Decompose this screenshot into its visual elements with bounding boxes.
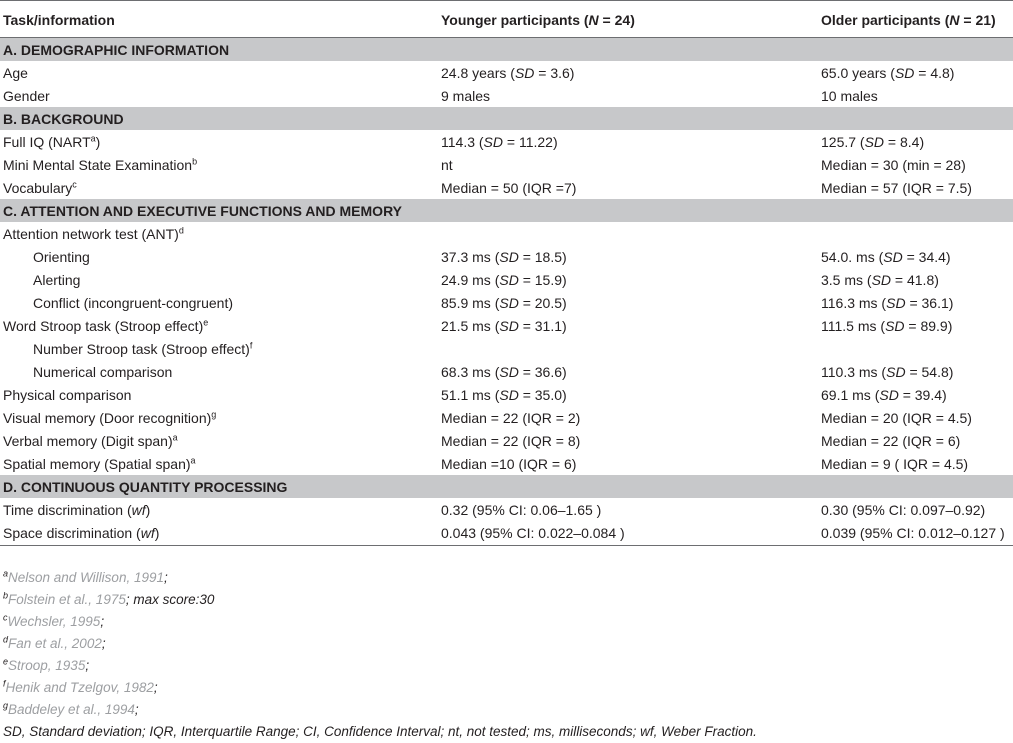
- cell-text: 9 males: [441, 87, 491, 104]
- younger-value: [438, 176, 818, 199]
- older-value: [818, 176, 1013, 199]
- cell-text: SD: [885, 317, 905, 334]
- table-row: [0, 153, 1013, 176]
- cell-text: nt: [441, 156, 453, 173]
- footnote-citation[interactable]: Henik and Tzelgov, 1982: [5, 680, 154, 695]
- cell-text: = 34.4): [902, 248, 951, 265]
- footnote-mark: f: [3, 678, 6, 689]
- younger-value: [438, 337, 818, 360]
- table-row: [0, 452, 1013, 475]
- cell-text: SD: [879, 386, 899, 403]
- cell-text: SD: [894, 64, 915, 81]
- row-label: [0, 406, 438, 429]
- older-value: [818, 222, 1013, 245]
- footnote-marker: c: [72, 178, 77, 189]
- footnote-marker: a: [90, 132, 96, 143]
- older-value: [818, 406, 1013, 429]
- row-label: [0, 337, 438, 360]
- footnote: [3, 589, 757, 611]
- header-older: Older participants (N = 21): [818, 1, 1013, 38]
- table-row: [0, 383, 1013, 406]
- cell-text: SD: [499, 386, 519, 403]
- cell-text: Median = 22 (IQR = 6): [821, 432, 961, 449]
- footnote-text: ; max score:30: [125, 592, 215, 607]
- row-label: [0, 383, 438, 406]
- row-label: [0, 521, 438, 546]
- footnote-citation[interactable]: Baddeley et al., 1994: [8, 702, 135, 717]
- table-row: [0, 84, 1013, 107]
- cell-text: Median = 22 (IQR = 2): [441, 409, 581, 426]
- cell-text: 24.9 ms (: [441, 271, 500, 288]
- row-label: [0, 245, 438, 268]
- older-value: [818, 498, 1013, 521]
- older-value: [818, 360, 1013, 383]
- section-title: A. DEMOGRAPHIC INFORMATION: [0, 38, 1013, 62]
- row-label-text: Gender: [3, 87, 50, 104]
- footnote: [3, 611, 757, 633]
- older-value: [818, 521, 1013, 546]
- footnote-text: ;: [85, 658, 90, 673]
- cell-text: 68.3 ms (: [441, 363, 500, 380]
- younger-value: [438, 360, 818, 383]
- footnote-marker: f: [249, 339, 253, 350]
- cell-text: = 39.4): [898, 386, 947, 403]
- table-row: [0, 245, 1013, 268]
- cell-text: SD: [483, 133, 503, 150]
- footnote-text: ;: [153, 680, 158, 695]
- footnote: [3, 567, 757, 589]
- older-value: [818, 84, 1013, 107]
- row-label-text: Verbal memory (Digit span): [3, 432, 173, 449]
- older-value: [818, 452, 1013, 475]
- footnote-citation[interactable]: Wechsler, 1995: [7, 614, 101, 629]
- section-header-row: [0, 38, 1013, 62]
- row-label: [0, 452, 438, 475]
- row-label-text: Vocabulary: [3, 179, 73, 196]
- row-label-text: Alerting: [33, 271, 81, 288]
- footnote-marker: d: [178, 224, 184, 235]
- table-row: [0, 268, 1013, 291]
- cell-text: SD: [886, 363, 906, 380]
- section-title: B. BACKGROUND: [0, 107, 1013, 130]
- footnote: [3, 677, 757, 699]
- footnote-marker: g: [211, 408, 217, 419]
- table-row: [0, 176, 1013, 199]
- row-label-text: Space discrimination (: [3, 525, 141, 541]
- row-label-text: Time discrimination (: [3, 501, 132, 518]
- section-title: C. ATTENTION AND EXECUTIVE FUNCTIONS AND MEMORY: [0, 199, 1013, 222]
- older-value: [818, 61, 1013, 84]
- footnote-mark: b: [3, 590, 9, 601]
- cell-text: = 35.0): [518, 386, 567, 403]
- cell-text: 0.039 (95% CI: 0.012–0.127 ): [821, 525, 1005, 541]
- footnote-citation[interactable]: Stroop, 1935: [8, 658, 86, 673]
- cell-text: SD: [886, 294, 906, 311]
- row-label-text: Physical comparison: [3, 386, 132, 403]
- footnotes: [3, 567, 757, 743]
- older-value: [818, 314, 1013, 337]
- cell-text: 3.5 ms (: [821, 271, 872, 288]
- row-label: [0, 291, 438, 314]
- cell-text: SD: [499, 248, 519, 265]
- row-label-italic: wf: [140, 525, 155, 541]
- cell-text: = 36.6): [518, 363, 567, 380]
- younger-value: [438, 245, 818, 268]
- table-row: [0, 61, 1013, 84]
- cell-text: 21.5 ms (: [441, 317, 500, 334]
- row-label-text: Spatial memory (Spatial span): [3, 455, 191, 472]
- row-label-text: Visual memory (Door recognition): [3, 409, 212, 426]
- cell-text: SD: [499, 363, 519, 380]
- cell-text: 85.9 ms (: [441, 294, 500, 311]
- footnote-marker: b: [192, 155, 198, 166]
- header-younger: Younger participants (N = 24): [438, 1, 818, 38]
- row-label: [0, 268, 438, 291]
- younger-value: [438, 383, 818, 406]
- row-label: [0, 314, 438, 337]
- cell-text: 51.1 ms (: [441, 386, 500, 403]
- cell-text: = 31.1): [518, 317, 567, 334]
- row-label-italic: wf: [131, 501, 146, 518]
- cell-text: = 11.22): [503, 133, 558, 150]
- table-row: [0, 291, 1013, 314]
- footnote-mark: g: [3, 700, 9, 711]
- footnote-mark: e: [3, 656, 9, 667]
- row-label: [0, 130, 438, 153]
- table-row: [0, 498, 1013, 521]
- cell-text: SD: [871, 271, 892, 288]
- cell-text: Median =10 (IQR = 6): [441, 455, 577, 472]
- row-label: [0, 222, 438, 245]
- cell-text: SD: [499, 294, 519, 311]
- older-value: [818, 153, 1013, 176]
- row-label-text: Full IQ (NART: [3, 133, 91, 150]
- row-label-text: Attention network test (ANT): [3, 225, 179, 242]
- cell-text: 65.0 years (: [821, 64, 895, 81]
- cell-text: = 36.1): [905, 294, 954, 311]
- section-header-row: [0, 199, 1013, 222]
- footnote-marker: a: [172, 431, 178, 442]
- older-value: [818, 429, 1013, 452]
- cell-text: Median = 22 (IQR = 8): [441, 432, 581, 449]
- footnote-mark: a: [3, 568, 9, 579]
- table-row: [0, 406, 1013, 429]
- footnote-text: ;: [100, 614, 105, 629]
- younger-value: [438, 291, 818, 314]
- younger-value: [438, 314, 818, 337]
- cell-text: = 20.5): [518, 294, 567, 311]
- cell-text: = 4.8): [914, 64, 955, 81]
- header-task: Task/information: [0, 1, 438, 38]
- row-label: [0, 153, 438, 176]
- cell-text: = 8.4): [884, 133, 925, 150]
- younger-value: [438, 222, 818, 245]
- older-value: [818, 337, 1013, 360]
- cell-text: 0.043 (95% CI: 0.022–0.084 ): [441, 525, 625, 541]
- table-row: [0, 521, 1013, 546]
- younger-value: [438, 521, 818, 546]
- footnote-citation[interactable]: Folstein et al., 1975: [8, 592, 126, 607]
- cell-text: Median = 9 ( IQR = 4.5): [821, 455, 969, 472]
- row-label: [0, 360, 438, 383]
- cell-text: = 3.6): [534, 64, 575, 81]
- cell-text: = 54.8): [905, 363, 954, 380]
- cell-text: SD: [514, 64, 535, 81]
- row-label: [0, 61, 438, 84]
- row-label-text: Conflict (incongruent-congruent): [33, 294, 233, 311]
- cell-text: 10 males: [821, 87, 878, 104]
- older-value: [818, 245, 1013, 268]
- cell-text: = 18.5): [518, 248, 567, 265]
- footnote: [3, 655, 757, 677]
- table-row: [0, 314, 1013, 337]
- cell-text: Median = 30 (min = 28): [821, 156, 966, 173]
- cell-text: 37.3 ms (: [441, 248, 500, 265]
- footnote-marker: a: [190, 454, 196, 465]
- older-value: [818, 291, 1013, 314]
- cell-text: = 89.9): [904, 317, 953, 334]
- cell-text: 111.5 ms (: [821, 317, 886, 334]
- cell-text: SD: [864, 133, 885, 150]
- younger-value: [438, 429, 818, 452]
- younger-value: [438, 498, 818, 521]
- younger-value: [438, 61, 818, 84]
- cell-text: SD: [499, 271, 519, 288]
- row-label: [0, 498, 438, 521]
- row-label-text: Age: [3, 64, 28, 81]
- row-label-suffix: ): [145, 501, 151, 518]
- cell-text: Median = 20 (IQR = 4.5): [821, 409, 972, 426]
- cell-text: 24.8 years (: [441, 64, 515, 81]
- row-label-text: Word Stroop task (Stroop effect): [3, 317, 204, 334]
- row-label: [0, 176, 438, 199]
- cell-text: Median = 57 (IQR = 7.5): [821, 179, 972, 196]
- footnote-mark: d: [3, 634, 9, 645]
- cell-text: 0.30 (95% CI: 0.097–0.92): [821, 501, 986, 518]
- cell-text: 110.3 ms (: [821, 363, 887, 380]
- younger-value: [438, 153, 818, 176]
- header-row: [0, 1, 1013, 38]
- cell-text: = 15.9): [518, 271, 567, 288]
- section-title: D. CONTINUOUS QUANTITY PROCESSING: [0, 475, 1013, 498]
- row-label-suffix: ): [95, 133, 101, 150]
- younger-value: [438, 268, 818, 291]
- footnote-text: ;: [163, 570, 168, 585]
- cell-text: SD: [883, 248, 903, 265]
- row-label-text: Number Stroop task (Stroop effect): [33, 340, 250, 357]
- table-row: [0, 130, 1013, 153]
- cell-text: 54.0. ms (: [821, 248, 884, 265]
- footnote-marker: e: [203, 316, 209, 327]
- cell-text: 69.1 ms (: [821, 386, 880, 403]
- cell-text: 0.32 (95% CI: 0.06–1.65 ): [441, 501, 602, 518]
- section-header-row: [0, 475, 1013, 498]
- table-row: [0, 429, 1013, 452]
- abbreviations-note: SD, Standard deviation; IQR, Interquartile Range; CI, Confidence Interval; nt, not tested; ms, milliseconds; wf, Weber Fraction.: [3, 724, 757, 739]
- footnote-citation[interactable]: Nelson and Willison, 1991: [8, 570, 164, 585]
- table-row: [0, 222, 1013, 245]
- table-body: [0, 38, 1013, 546]
- row-label-suffix: ): [154, 525, 160, 541]
- younger-value: [438, 452, 818, 475]
- footnote-text: ;: [101, 636, 106, 651]
- footnote-mark: c: [3, 612, 8, 623]
- cell-text: 125.7 (: [821, 133, 865, 150]
- row-label: [0, 84, 438, 107]
- row-label: [0, 429, 438, 452]
- row-label-text: Orienting: [33, 248, 90, 265]
- footnote: [3, 633, 757, 655]
- younger-value: [438, 406, 818, 429]
- footnote: [3, 699, 757, 721]
- older-value: [818, 268, 1013, 291]
- footnote-text: ;: [134, 702, 139, 717]
- footnote-citation[interactable]: Fan et al., 2002: [8, 636, 102, 651]
- cell-text: 116.3 ms (: [821, 294, 887, 311]
- table-row: [0, 360, 1013, 383]
- younger-value: [438, 84, 818, 107]
- table-row: [0, 337, 1013, 360]
- older-value: [818, 130, 1013, 153]
- row-label-text: Numerical comparison: [33, 363, 173, 380]
- cell-text: SD: [499, 317, 519, 334]
- cell-text: Median = 50 (IQR =7): [441, 179, 577, 196]
- older-value: [818, 383, 1013, 406]
- younger-value: [438, 130, 818, 153]
- cell-text: = 41.8): [891, 271, 939, 288]
- section-header-row: [0, 107, 1013, 130]
- cell-text: 114.3 (: [441, 133, 484, 150]
- row-label-text: Mini Mental State Examination: [3, 156, 193, 173]
